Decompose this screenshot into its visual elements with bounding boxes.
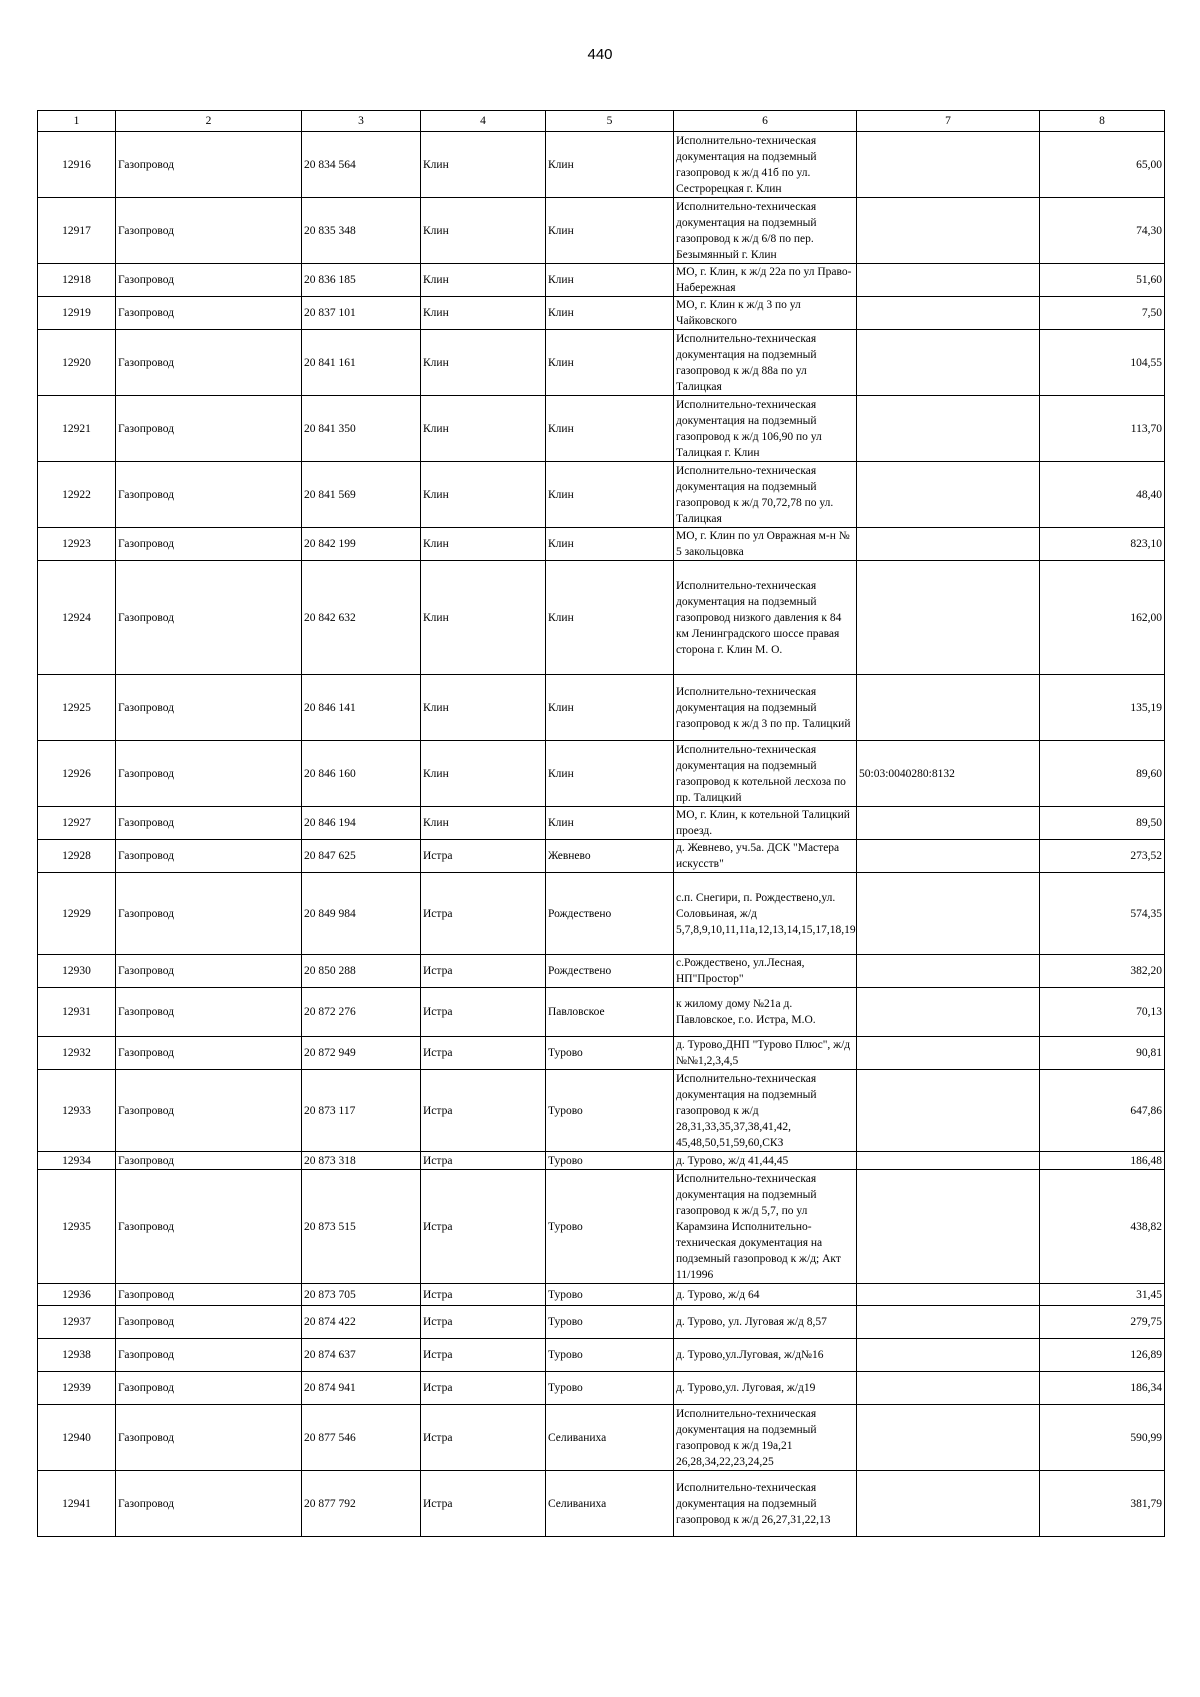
row-number-cell: 12939 [38,1372,116,1405]
value-cell: 279,75 [1040,1306,1165,1339]
district-cell: Истра [421,840,546,873]
cadastral-number-cell [857,264,1040,297]
column-header: 2 [116,111,302,132]
object-name-cell: Газопровод [116,1152,302,1170]
description-cell: Исполнительно-техническая документация на подземный газопровод к ж/д 26,27,31,22,13 [674,1471,857,1537]
district-cell: Истра [421,1405,546,1471]
value-cell: 186,48 [1040,1152,1165,1170]
table-row [38,1372,1165,1405]
row-number-cell: 12924 [38,561,116,675]
object-name-cell: Газопровод [116,807,302,840]
column-header: 8 [1040,111,1165,132]
description-cell: Исполнительно-техническая документация на подземный газопровод к ж/д 6/8 по пер. Безымянный г. Клин [674,198,857,264]
row-number-cell: 12926 [38,741,116,807]
row-number-cell: 12916 [38,132,116,198]
description-cell: Исполнительно-техническая документация на подземный газопровод к ж/д 19а,21 26,28,34,22,23,24,25 [674,1405,857,1471]
object-code-cell: 20 872 949 [302,1037,421,1070]
cadastral-number-cell [857,1372,1040,1405]
description-cell: с.Рождествено, ул.Лесная, НП"Простор" [674,955,857,988]
district-cell: Клин [421,741,546,807]
row-number-cell: 12919 [38,297,116,330]
object-code-cell: 20 873 515 [302,1170,421,1284]
district-cell: Клин [421,330,546,396]
value-cell: 89,50 [1040,807,1165,840]
value-cell: 590,99 [1040,1405,1165,1471]
locality-cell: Клин [546,297,674,330]
value-cell: 90,81 [1040,1037,1165,1070]
object-code-cell: 20 837 101 [302,297,421,330]
district-cell: Клин [421,675,546,741]
object-code-cell: 20 874 422 [302,1306,421,1339]
table-row [38,955,1165,988]
value-cell: 74,30 [1040,198,1165,264]
object-name-cell: Газопровод [116,741,302,807]
row-number-cell: 12928 [38,840,116,873]
cadastral-number-cell [857,873,1040,955]
column-header: 7 [857,111,1040,132]
row-number-cell: 12937 [38,1306,116,1339]
value-cell: 381,79 [1040,1471,1165,1537]
locality-cell: Клин [546,741,674,807]
locality-cell: Рождествено [546,955,674,988]
table-row [38,132,1165,198]
locality-cell: Клин [546,330,674,396]
locality-cell: Клин [546,132,674,198]
cadastral-number-cell [857,297,1040,330]
description-cell: д. Турово,ул.Луговая, ж/д№16 [674,1339,857,1372]
object-name-cell: Газопровод [116,955,302,988]
object-name-cell: Газопровод [116,132,302,198]
object-name-cell: Газопровод [116,1372,302,1405]
row-number-cell: 12930 [38,955,116,988]
locality-cell: Турово [546,1339,674,1372]
row-number-cell: 12918 [38,264,116,297]
object-name-cell: Газопровод [116,198,302,264]
district-cell: Истра [421,988,546,1037]
value-cell: 7,50 [1040,297,1165,330]
table-row [38,462,1165,528]
cadastral-number-cell [857,807,1040,840]
row-number-cell: 12923 [38,528,116,561]
object-code-cell: 20 874 637 [302,1339,421,1372]
row-number-cell: 12920 [38,330,116,396]
row-number-cell: 12935 [38,1170,116,1284]
table-row [38,1037,1165,1070]
locality-cell: Турово [546,1284,674,1306]
cadastral-number-cell: 50:03:0040280:8132 [857,741,1040,807]
value-cell: 823,10 [1040,528,1165,561]
object-name-cell: Газопровод [116,988,302,1037]
cadastral-number-cell [857,1405,1040,1471]
row-number-cell: 12938 [38,1339,116,1372]
row-number-cell: 12921 [38,396,116,462]
district-cell: Клин [421,297,546,330]
value-cell: 48,40 [1040,462,1165,528]
object-code-cell: 20 849 984 [302,873,421,955]
district-cell: Истра [421,1372,546,1405]
value-cell: 31,45 [1040,1284,1165,1306]
table-row [38,741,1165,807]
value-cell: 113,70 [1040,396,1165,462]
locality-cell: Селиваниха [546,1405,674,1471]
description-cell: д. Жевнево, уч.5а. ДСК "Мастера искусств" [674,840,857,873]
locality-cell: Клин [546,675,674,741]
locality-cell: Рождествено [546,873,674,955]
table-row [38,528,1165,561]
object-code-cell: 20 842 199 [302,528,421,561]
table-row [38,561,1165,675]
object-code-cell: 20 850 288 [302,955,421,988]
district-cell: Клин [421,807,546,840]
object-name-cell: Газопровод [116,840,302,873]
locality-cell: Клин [546,198,674,264]
district-cell: Истра [421,1306,546,1339]
object-name-cell: Газопровод [116,873,302,955]
object-code-cell: 20 841 350 [302,396,421,462]
object-name-cell: Газопровод [116,1471,302,1537]
object-name-cell: Газопровод [116,1284,302,1306]
value-cell: 51,60 [1040,264,1165,297]
object-code-cell: 20 877 792 [302,1471,421,1537]
locality-cell: Павловское [546,988,674,1037]
object-code-cell: 20 835 348 [302,198,421,264]
description-cell: МО, г. Клин по ул Овражная м-н № 5 закольцовка [674,528,857,561]
description-cell: МО, г. Клин, к котельной Талицкий проезд. [674,807,857,840]
description-cell: Исполнительно-техническая документация на подземный газопровод к ж/д 5,7, по ул Карамзина Исполнительно-техническая документация на подземный газопровод к ж/д; Акт 11/1996 [674,1170,857,1284]
object-code-cell: 20 846 194 [302,807,421,840]
cadastral-number-cell [857,840,1040,873]
district-cell: Истра [421,1152,546,1170]
object-code-cell: 20 846 160 [302,741,421,807]
row-number-cell: 12917 [38,198,116,264]
row-number-cell: 12933 [38,1070,116,1152]
locality-cell: Турово [546,1152,674,1170]
locality-cell: Клин [546,807,674,840]
description-cell: Исполнительно-техническая документация на подземный газопровод к ж/д 70,72,78 по ул. Талицкая [674,462,857,528]
object-code-cell: 20 877 546 [302,1405,421,1471]
cadastral-number-cell [857,528,1040,561]
object-code-cell: 20 834 564 [302,132,421,198]
object-name-cell: Газопровод [116,330,302,396]
row-number-cell: 12941 [38,1471,116,1537]
row-number-cell: 12925 [38,675,116,741]
description-cell: Исполнительно-техническая документация на подземный газопровод к котельной лесхоза по пр. Талицкий [674,741,857,807]
locality-cell: Клин [546,528,674,561]
object-name-cell: Газопровод [116,297,302,330]
value-cell: 574,35 [1040,873,1165,955]
object-name-cell: Газопровод [116,561,302,675]
district-cell: Клин [421,462,546,528]
district-cell: Клин [421,396,546,462]
value-cell: 126,89 [1040,1339,1165,1372]
column-header: 5 [546,111,674,132]
description-cell: МО, г. Клин, к ж/д 22а по ул Право-Набережная [674,264,857,297]
locality-cell: Жевнево [546,840,674,873]
object-name-cell: Газопровод [116,1037,302,1070]
cadastral-number-cell [857,330,1040,396]
cadastral-number-cell [857,1306,1040,1339]
value-cell: 382,20 [1040,955,1165,988]
district-cell: Истра [421,873,546,955]
description-cell: д. Турово, ул. Луговая ж/д 8,57 [674,1306,857,1339]
description-cell: Исполнительно-техническая документация на подземный газопровод к ж/д 106,90 по ул Талицкая г. Клин [674,396,857,462]
value-cell: 89,60 [1040,741,1165,807]
object-code-cell: 20 873 318 [302,1152,421,1170]
row-number-cell: 12931 [38,988,116,1037]
district-cell: Клин [421,561,546,675]
table-row [38,1152,1165,1170]
district-cell: Клин [421,132,546,198]
row-number-cell: 12934 [38,1152,116,1170]
table-row [38,1070,1165,1152]
cadastral-number-cell [857,1037,1040,1070]
cadastral-number-cell [857,462,1040,528]
locality-cell: Селиваниха [546,1471,674,1537]
description-cell: к жилому дому №21а д. Павловское, г.о. Истра, М.О. [674,988,857,1037]
row-number-cell: 12932 [38,1037,116,1070]
table-row [38,988,1165,1037]
object-code-cell: 20 873 705 [302,1284,421,1306]
object-code-cell: 20 841 569 [302,462,421,528]
cadastral-number-cell [857,1339,1040,1372]
row-number-cell: 12927 [38,807,116,840]
column-header: 6 [674,111,857,132]
table-row [38,1471,1165,1537]
cadastral-number-cell [857,1284,1040,1306]
description-cell: Исполнительно-техническая документация на подземный газопровод к ж/д 41б по ул. Сестрорецкая г. Клин [674,132,857,198]
cadastral-number-cell [857,396,1040,462]
object-name-cell: Газопровод [116,528,302,561]
locality-cell: Турово [546,1037,674,1070]
locality-cell: Клин [546,462,674,528]
locality-cell: Клин [546,264,674,297]
table-row [38,873,1165,955]
cadastral-number-cell [857,132,1040,198]
value-cell: 647,86 [1040,1070,1165,1152]
object-name-cell: Газопровод [116,1170,302,1284]
column-header: 4 [421,111,546,132]
value-cell: 438,82 [1040,1170,1165,1284]
object-code-cell: 20 842 632 [302,561,421,675]
value-cell: 186,34 [1040,1372,1165,1405]
locality-cell: Турово [546,1372,674,1405]
district-cell: Клин [421,198,546,264]
object-name-cell: Газопровод [116,462,302,528]
district-cell: Клин [421,264,546,297]
district-cell: Истра [421,1037,546,1070]
locality-cell: Клин [546,396,674,462]
value-cell: 273,52 [1040,840,1165,873]
column-header: 1 [38,111,116,132]
district-cell: Истра [421,1284,546,1306]
table-row [38,330,1165,396]
description-cell: д. Турово, ж/д 41,44,45 [674,1152,857,1170]
object-name-cell: Газопровод [116,675,302,741]
object-code-cell: 20 874 941 [302,1372,421,1405]
table-row [38,264,1165,297]
object-name-cell: Газопровод [116,1306,302,1339]
value-cell: 70,13 [1040,988,1165,1037]
description-cell: Исполнительно-техническая документация на подземный газопровод к ж/д 28,31,33,35,37,38,41,42, 45,48,50,51,59,60,СКЗ [674,1070,857,1152]
cadastral-number-cell [857,198,1040,264]
row-number-cell: 12929 [38,873,116,955]
value-cell: 162,00 [1040,561,1165,675]
cadastral-number-cell [857,1170,1040,1284]
table-body [38,132,1165,1537]
header-row [38,111,1165,132]
cadastral-number-cell [857,1070,1040,1152]
object-code-cell: 20 873 117 [302,1070,421,1152]
cadastral-number-cell [857,675,1040,741]
table-row [38,1306,1165,1339]
table-row [38,840,1165,873]
cadastral-number-cell [857,1471,1040,1537]
district-cell: Истра [421,1070,546,1152]
description-cell: Исполнительно-техническая документация на подземный газопровод к ж/д 88а по ул Талицкая [674,330,857,396]
cadastral-number-cell [857,561,1040,675]
object-code-cell: 20 846 141 [302,675,421,741]
object-name-cell: Газопровод [116,1339,302,1372]
locality-cell: Турово [546,1170,674,1284]
table-row [38,198,1165,264]
row-number-cell: 12940 [38,1405,116,1471]
table-row [38,1284,1165,1306]
description-cell: д. Турово,ул. Луговая, ж/д19 [674,1372,857,1405]
description-cell: с.п. Снегири, п. Рождествено,ул. Соловьиная, ж/д 5,7,8,9,10,11,11а,12,13,14,15,17,18,19 [674,873,857,955]
table-row [38,807,1165,840]
value-cell: 104,55 [1040,330,1165,396]
object-code-cell: 20 847 625 [302,840,421,873]
table-row [38,675,1165,741]
description-cell: д. Турово,ДНП "Турово Плюс", ж/д №№1,2,3,4,5 [674,1037,857,1070]
value-cell: 135,19 [1040,675,1165,741]
value-cell: 65,00 [1040,132,1165,198]
locality-cell: Турово [546,1070,674,1152]
page-number: 440 [587,46,613,63]
column-header: 3 [302,111,421,132]
object-name-cell: Газопровод [116,1405,302,1471]
cadastral-number-cell [857,1152,1040,1170]
locality-cell: Клин [546,561,674,675]
object-name-cell: Газопровод [116,264,302,297]
object-code-cell: 20 836 185 [302,264,421,297]
cadastral-number-cell [857,955,1040,988]
district-cell: Истра [421,1170,546,1284]
object-code-cell: 20 841 161 [302,330,421,396]
object-name-cell: Газопровод [116,396,302,462]
object-name-cell: Газопровод [116,1070,302,1152]
description-cell: д. Турово, ж/д 64 [674,1284,857,1306]
table-row [38,297,1165,330]
description-cell: Исполнительно-техническая документация на подземный газопровод низкого давления к 84 км Ленинградского шоссе правая сторона г. Клин М. О. [674,561,857,675]
table-row [38,1170,1165,1284]
table-row [38,396,1165,462]
district-cell: Истра [421,955,546,988]
description-cell: Исполнительно-техническая документация на подземный газопровод к ж/д 3 по пр. Талицкий [674,675,857,741]
locality-cell: Турово [546,1306,674,1339]
district-cell: Клин [421,528,546,561]
row-number-cell: 12936 [38,1284,116,1306]
row-number-cell: 12922 [38,462,116,528]
table-row [38,1339,1165,1372]
object-code-cell: 20 872 276 [302,988,421,1037]
district-cell: Истра [421,1339,546,1372]
table-row [38,1405,1165,1471]
registry-table [37,110,1165,1537]
cadastral-number-cell [857,988,1040,1037]
description-cell: МО, г. Клин к ж/д 3 по ул Чайковского [674,297,857,330]
district-cell: Истра [421,1471,546,1537]
